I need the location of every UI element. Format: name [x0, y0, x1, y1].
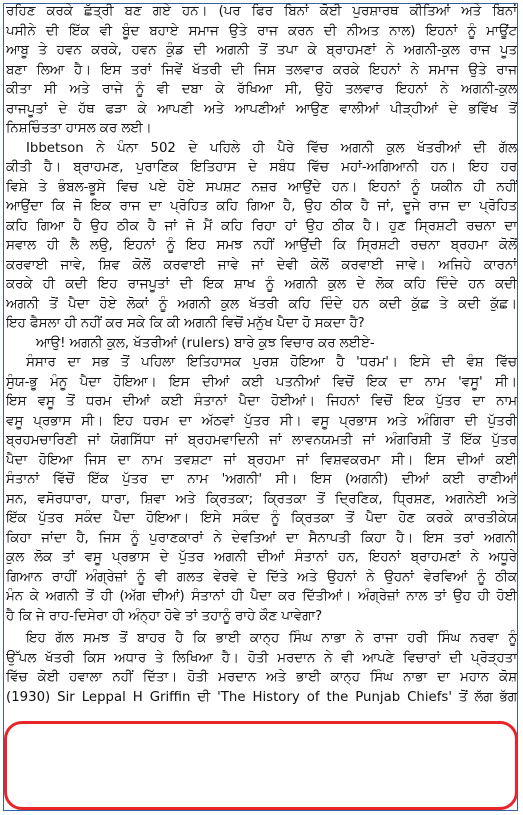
text-line: ਕਰਵਾਈ ਜਾਵੇ, ਸ਼ਿਵ ਕੋਲੋਂ ਕਰਵਾਈ ਜਾਵੇ ਜਾਂ ਦੇਵੀ ਕੋਲੋਂ ਕਰਵਾਈ ਜਾਵੇ। ਅਜਿਹੇ ਕਾਰਨਾਂ [6, 257, 517, 273]
text-line: ਰਾਜਪੂਤਾਂ ਦੇ ਹੱਥ ਫੜਾ ਕੇ ਆਪਣੀ ਅਤੇ ਆਪਣੀਆਂ ਆਉਣ ਵਾਲੀਆਂ ਪੀੜ੍ਹੀਆਂ ਦੇ ਭਵਿੱਖ ਤੋਂ [6, 101, 517, 117]
text-line: ਬਣਾ ਲਿਆ ਹੈ। ਇਸ ਤਰਾਂ ਜਿਵੇਂ ਖੱਤਰੀ ਦੀ ਜਿਸ ਤਲਵਾਰ ਕਰਕੇ ਇਹਨਾਂ ਨੇ ਸਮਾਜ ਉਤੇ ਰਾਜ [6, 62, 517, 78]
text-line: ਵਿਸ਼ੇ ਤੇ ਭੰਬਲ-ਭੂਸੇ ਵਿਚ ਪਏ ਹੋਏ ਸਪਸ਼ਟ ਨਜ਼ਰ ਆਉਂਦੇ ਹਨ। ਇਹਨਾਂ ਨੂੰ ਯਕੀਨ ਹੀ ਨਹੀਂ [6, 179, 517, 195]
text-line: ਬ੍ਰਹਮਚਾਰਿਣੀ ਜਾਂ ਯੋਗਸਿੱਧਾ ਜਾਂ ਬ੍ਰਹਮਵਾਦਿਨੀ ਜਾਂ ਲਾਵਨਯਮਤੀ ਜਾਂ ਅੰਗਰਿਸ਼ੀ ਤੋਂ ਇੱਕ ਪੁੱਤਰ [6, 433, 517, 448]
text-line: (1930) Sir Leppal H Griffin ਦੀ 'The History of the Punjab Chiefs' ਤੋਂ ਲੱਗ ਭੱਗ [6, 689, 517, 705]
text-line: ਸੁੰਯ-ਭੂ ਮੰਨੂ ਪੈਦਾ ਹੋਇਆ। ਇਸ ਦੀਆਂ ਕਈ ਪਤਨੀਆਂ ਵਿਚੋਂ ਇਕ ਦਾ ਨਾਮ 'ਵਸੂ' ਸੀ। [6, 374, 517, 390]
text-line: ਨਿਸ਼ਚਿੰਤਤਾ ਹਾਸਲ ਕਰ ਲਈ। [6, 121, 152, 136]
text-line: ਉੱਪਲ ਖੱਤਰੀ ਕਿਸ ਅਧਾਰ ਤੇ ਲਿਖਿਆ ਹੈ। ਹੋਤੀ ਮਰਦਾਨ ਨੇ ਵੀ ਆਪਣੇ ਵਿਚਾਰਾਂ ਦੀ ਪ੍ਰੋੜ੍ਹਤਾ [6, 650, 517, 666]
text-line: ਅਗਨੀ ਤੋਂ ਪੈਦਾ ਹੋਏ ਲੋਕਾਂ ਨੂੰ ਅਗਨੀ ਕੁਲ ਖੱਤਰੀ ਕਹਿ ਦਿੰਦੇ ਹਨ ਕਦੀ ਕੁੱਛ ਤੇ ਕਦੀ ਕੁੱਛ। [6, 296, 517, 312]
text-line: ਹੈ ਕਿ ਜੇ ਰਾਹ-ਦਿਸੇਰਾ ਹੀ ਅੰਨ੍ਹਾ ਹੋਵੇ ਤਾਂ ਤਹਾਨੂੰ ਰਾਹੇ ਕੌਣ ਪਾਵੇਗਾ? [6, 608, 323, 624]
text-line: ਸੰਸਾਰ ਦਾ ਸਭ ਤੋਂ ਪਹਿਲਾ ਇਤਿਹਾਸਕ ਪੁਰਸ਼ ਹੋਇਆ ਹੈ 'ਧਰਮ'। ਇਸੇ ਦੀ ਵੰਸ਼ ਵਿੱਚ [26, 355, 517, 370]
text-line: ਸਵਾਲ ਹੀ ਲੈ ਲਉ, ਇਹਨਾਂ ਨੂੰ ਇਹ ਸਮਝ ਨਹੀਂ ਆਉਂਦੀ ਕਿ ਸ੍ਰਿਸ਼ਟੀ ਰਚਨਾ ਬ੍ਰਹਮਾ ਕੋਲੋਂ [6, 238, 517, 253]
text-line: ਮੰਨ ਕੇ ਅਗਨੀ ਤੋਂ ਹੀ (ਅੱਗ ਦੀਆਂ) ਸੰਤਾਨਾਂ ਹੀ ਪੈਦਾ ਕਰ ਦਿੱਤੀਆਂ। ਅੰਗ੍ਰੇਜ਼ਾਂ ਨਾਲ ਤਾਂ ਉਹ ਹੀ ਹੋਈ [6, 589, 517, 604]
text-line: ਕੀਤੀ ਹੈ। ਬ੍ਰਾਹਮਣ, ਪੁਰਾਣਿਕ ਇਤਿਹਾਸ ਦੇ ਸਬੰਧ ਵਿੱਚ ਮਹਾਂ-ਅਗਿਆਨੀ ਹਨ। ਇਹ ਹਰ [6, 160, 517, 175]
text-line: ਸੰਤਾਨਾਂ ਵਿੱਚੋਂ ਇੱਕ ਪੁੱਤਰ ਦਾ ਨਾਮ 'ਅਗਨੀ' ਸੀ। ਇਸ (ਅਗਨੀ) ਦੀਆਂ ਕਈ ਰਾਣੀਆਂ [6, 472, 517, 487]
paragraph-3 [6, 334, 517, 627]
text-line: ਵਸੂ ਪ੍ਰਭਾਸ ਸੀ। ਇਹ ਧਰਮ ਦਾ ਅੱਠਵਾਂ ਪੁੱਤਰ ਸੀ। ਵਸੂ ਪ੍ਰਭਾਸ ਅਤੇ ਅੰਗਿਰਾ ਦੀ ਪੁੱਤਰੀ [6, 413, 517, 429]
text-line: ਸਨ, ਵਸੋਰਧਾਰਾ, ਧਾਰਾ, ਸ਼ਿਵਾ ਅਤੇ ਕ੍ਰਿਤਕਾ; ਕ੍ਰਿਤਕਾ ਤੋਂ ਦ੍ਰਿਣਿਕ, ਧ੍ਰਿਸ਼ਣ, ਅਗਨੇਈ ਅਤੇ [6, 491, 517, 507]
text-line: ਪੈਦਾ ਹੋਇਆ ਜਿਸ ਦਾ ਨਾਮ ਤਵਸ਼ਟਾ ਜਾਂ ਬ੍ਰਹਮਾ ਜਾਂ ਵਿਸ਼ਵਕਰਮਾ ਸੀ। ਇਸ ਦੀਆਂ ਕਈ [6, 452, 517, 468]
text-line: ਪਸੀਨੇ ਦੀ ਇੱਕ ਵੀ ਬੂੰਦ ਬਹਾਏ ਸਮਾਜ ਉਤੇ ਰਾਜ ਕਰਨ ਦੀ ਨੀਅਤ ਨਾਲ) ਇਹਨਾਂ ਨੂੰ ਮਾਊਂਟ [6, 23, 517, 39]
text-line: ਆਬੂ ਤੇ ਹਵਨ ਕਰਕੇ, ਹਵਨ ਕੁੰਡ ਦੀ ਅਗਨੀ ਤੋਂ ਤਪਾ ਕੇ ਬ੍ਰਾਹਮਣਾਂ ਨੇ ਅਗਨੀ-ਕੁਲ ਰਾਜ ਪੂਤ [6, 43, 517, 58]
text-line: ਵਿੱਚ ਕੋਈ ਹਵਾਲਾ ਨਹੀਂ ਦਿੱਤਾ। ਹੋਤੀ ਮਰਦਾਨ ਅਤੇ ਭਾਈ ਕਾਨ੍ਹ ਸਿੰਘ ਨਾਭਾ ਦਾ ਮਹਾਨ ਕੋਸ਼ [6, 670, 517, 685]
text-line: ਕਰਕੇ ਹੀ ਕਦੀ ਇਹ ਰਾਜਪੂਤਾਂ ਦੀ ਇਕ ਸ਼ਾਖ ਨੂੰ ਅਗਨੀ ਕੁਲ ਦੇ ਲੋਕ ਕਹਿ ਦਿੰਦੇ ਹਨ ਕਦੀ [6, 277, 517, 292]
text-line: ਇਸ ਵਸੂ ਤੋਂ ਧਰਮ ਦੀਆਂ ਕਈ ਸੰਤਾਨਾਂ ਪੈਦਾ ਹੋਈਆਂ। ਜਿਹਨਾਂ ਵਿਚੋਂ ਇਕ ਪੁੱਤਰ ਦਾ ਨਾਮ [6, 394, 517, 409]
text-line: ਕੁਲ ਲੋਕ ਤਾਂ ਵਸੂ ਪ੍ਰਭਾਸ ਦੇ ਪੁੱਤਰ ਅਗਨੀ ਦੀਆਂ ਸੰਤਾਨਾਂ ਹਨ, ਇਹਨਾਂ ਬ੍ਰਾਹਮਣਾਂ ਨੇ ਅਧੂਰੇ [6, 550, 517, 565]
text-line: ਗਿਆਨ ਰਾਹੀਂ ਅੰਗ੍ਰੇਜ਼ਾਂ ਨੂੰ ਵੀ ਗਲਤ ਵੇਰਵੇ ਦੇ ਦਿੱਤੇ ਅਤੇ ਉਹਨਾਂ ਨੇ ਉਹਨਾਂ ਵੇਰਵਿਆਂ ਨੂੰ ਠੀਕ [6, 569, 517, 585]
text-line: ਇਹ ਫੈਸਲਾ ਹੀ ਨਹੀਂ ਕਰ ਸਕੇ ਕਿ ਕੀ ਅਗਨੀ ਵਿਚੋਂ ਮਨੁੱਖ ਪੈਦਾ ਹੋ ਸਕਦਾ ਹੈ? [6, 316, 365, 331]
text-line: ਰਹਿਣ ਕਰਕੇ ਛੱਤ੍ਰੀ ਬਣ ਗਏ ਹਨ। (ਪਰ ਫਿਰ ਬਿਨਾਂ ਕੋਈ ਪੁਰਸ਼ਾਰਥ ਕੀਤਿਆਂ ਅਤੇ ਬਿਨਾਂ [6, 4, 517, 19]
document-page [6, 2, 517, 812]
paragraph-2 [6, 139, 517, 334]
text-line: ਕਿਹਾ ਜਾਂਦਾ ਹੈ, ਜਿਸ ਨੂੰ ਪੁਰਾਣਕਾਰਾਂ ਨੇ ਦੇਵਤਿਆਂ ਦਾ ਸੈਨਾਪਤੀ ਕਿਹਾ ਹੈ। ਇਸ ਤਰਾਂ ਅਗਨੀ [6, 530, 517, 546]
paragraph-1 [6, 2, 517, 139]
text-line: ਇੱਕ ਪੁੱਤਰ ਸਕੰਦ ਪੈਦਾ ਹੋਇਆ। ਇਸੇ ਸਕੰਦ ਨੂੰ ਕ੍ਰਿਤਕਾ ਤੋਂ ਪੈਦਾ ਹੋਣ ਕਰਕੇ ਕਾਰਤੀਕੇਯ [6, 511, 517, 526]
text-line: Ibbetson ਨੇ ਪੰਨਾ 502 ਦੇ ਪਹਿਲੇ ਹੀ ਪੈਰੇ ਵਿੱਚ ਅਗਨੀ ਕੁਲ ਖੱਤਰੀਆਂ ਦੀ ਗੱਲ [26, 140, 517, 156]
text-line: ਆਉ! ਅਗਨੀ ਕੁਲ, ਖੱਤਰੀਆਂ (rulers) ਬਾਰੇ ਕੁਝ ਵਿਚਾਰ ਕਰ ਲਈਏ- [36, 335, 375, 351]
text-line: ਇਹ ਗੱਲ ਸਮਝ ਤੋਂ ਬਾਹਰ ਹੈ ਕਿ ਭਾਈ ਕਾਨ੍ਹ ਸਿੰਘ ਨਾਭਾ ਨੇ ਰਾਜਾ ਹਰੀ ਸਿੰਘ ਨਰਵਾ ਨੂੰ [26, 631, 517, 646]
text-line: ਆਉਂਦਾ ਕਿ ਜੋ ਇਕ ਰਾਜ ਦਾ ਪ੍ਰੋਹਿਤ ਕਹਿ ਗਿਆ ਹੈ, ਉਹ ਠੀਕ ਹੈ ਜਾਂ, ਦੂਜੇ ਰਾਜ ਦਾ ਪ੍ਰੋਹਿਤ [6, 199, 517, 214]
text-line: ਕਹਿ ਗਿਆ ਹੈ ਉਹ ਠੀਕ ਹੈ ਜਾਂ ਜੋ ਮੈਂ ਕਹਿ ਰਿਹਾ ਹਾਂ ਉਹ ਠੀਕ ਹੈ। ਹੁਣ ਸ੍ਰਿਸ਼ਟੀ ਰਚਨਾ ਦਾ [6, 218, 517, 234]
red-highlight-outline [4, 721, 518, 810]
text-line: ਕੀਤਾ ਸੀ ਅਤੇ ਰਾਜੇ ਨੂੰ ਵੀ ਦਬਾ ਕੇ ਰੱਖਿਆ ਸੀ, ਉਹੋ ਤਲਵਾਰ ਇਹਨਾਂ ਨੇ ਅਗਨੀ-ਕੁਲ [6, 82, 517, 97]
paragraph-4-highlighted [6, 629, 517, 707]
